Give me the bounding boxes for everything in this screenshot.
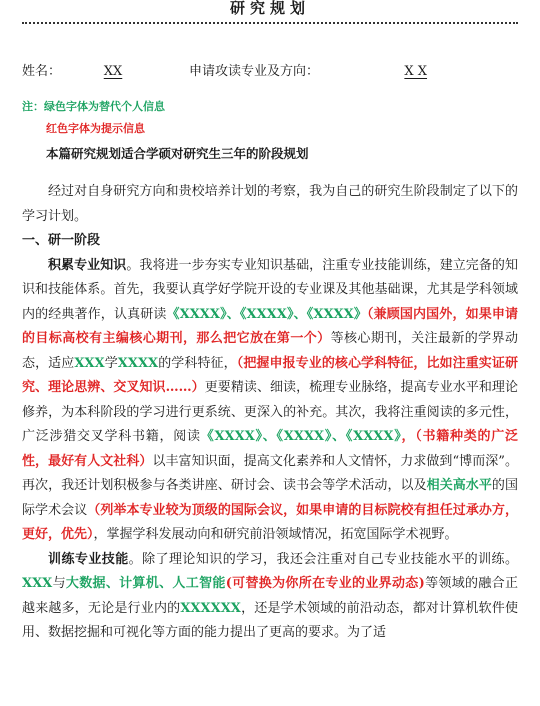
text-span: ，掌握学科发展动向和研究前沿领域情况，拓宽国际学术视野。: [93, 527, 458, 542]
paragraph-train-skills: [22, 548, 518, 646]
personal-info-span: 《XXXX》、《XXXX》、《XXXX》: [166, 306, 367, 322]
document-body: [22, 180, 518, 646]
paragraph-lead: 积累专业知识: [48, 257, 127, 273]
personal-info-span: XXXX: [117, 355, 159, 371]
hint-span: ，（书籍种类的广泛性，最好有人文社科）: [22, 429, 518, 469]
dotted-divider: [22, 22, 518, 24]
personal-info-span: 《XXXX》、《XXXX》、《XXXX》: [200, 429, 402, 444]
text-span: 与: [52, 576, 66, 591]
applicant-info-row: [22, 60, 518, 79]
hint-span: (可替换为你所在专业的业界动态): [225, 576, 425, 591]
red-font-note: 红色字体为提示信息: [46, 122, 145, 135]
personal-info-span: XXX: [74, 355, 105, 371]
personal-info-span: 大数据、计算机、人工智能: [65, 576, 226, 591]
name-value: XX: [103, 64, 123, 79]
hint-span: （把握申报专业的核心学科特征，比如注重实证研究、理论思辨、交叉知识……）: [22, 355, 518, 395]
text-span: 。除了理论知识的学习，我还会注重对自己专业技能水平的训练。: [128, 551, 518, 567]
text-span: 以丰富知识面，提高文化素养和人文情怀，力求做到“博而深”。再次，我还计划积极参与各类讲座、研讨会、读书会等学术活动，以及: [22, 453, 518, 493]
page-title: 研究规划: [229, 0, 310, 17]
paragraph-accumulate-knowledge: [22, 254, 518, 548]
intro-paragraph: 经过对自身研究方向和贵校培养计划的考察，我为自己的研究生阶段制定了以下的学习计划。: [22, 184, 518, 224]
personal-info-span: XXX: [22, 576, 53, 591]
green-font-note: 注：绿色字体为替代个人信息: [22, 100, 165, 113]
hint-span: （兼顾国内国外，如果申请的目标高校有主编核心期刊，那么把它放在第一个）: [22, 306, 518, 346]
text-span: 的国际学术会议: [22, 478, 518, 518]
personal-info-span: 相关高水平: [426, 478, 492, 493]
text-span: 等领域的融合正越来越多，无论是行业内的: [22, 576, 518, 616]
document-subtitle: 本篇研究规划适合学硕对研究生三年的阶段规划: [46, 146, 309, 161]
personal-info-span: XXXXXX: [180, 600, 241, 616]
hint-span: （列举本专业较为顶级的国际会议，如果申请的目标院校有担任过承办方，更好，优先）: [22, 502, 518, 542]
text-span: 更要精读、细读，梳理专业脉络，提高专业水平和理论修养，为本科阶段的学习进行更系统、更深入的补充。其次，我将注重阅读的多元性，广泛涉猎交叉学科书籍，阅读: [22, 380, 518, 444]
text-span: 的学科特征，: [158, 355, 237, 371]
major-label: 申请攻读专业及方向：: [189, 64, 320, 79]
section-heading-year-one: 一、研一阶段: [22, 233, 101, 248]
text-span: 学: [104, 355, 118, 371]
name-label: 姓名：: [22, 64, 62, 79]
paragraph-lead: 训练专业技能: [48, 551, 129, 567]
text-span: 。我将进一步夯实专业知识基础，注重专业技能训练，建立完备的知识和技能体系。首先，我要认真学好学院开设的专业课及其他基础课，尤其是学科领域内的经典著作，认真研读: [22, 257, 518, 322]
text-span: ，还是学术领域的前沿动态，都对计算机软件使用、数据挖掘和可视化等方面的能力提出了更高的要求。为了适: [22, 600, 518, 640]
text-span: 等核心期刊，关注最新的学界动态，适应: [22, 331, 518, 371]
major-value: X X: [404, 64, 428, 79]
